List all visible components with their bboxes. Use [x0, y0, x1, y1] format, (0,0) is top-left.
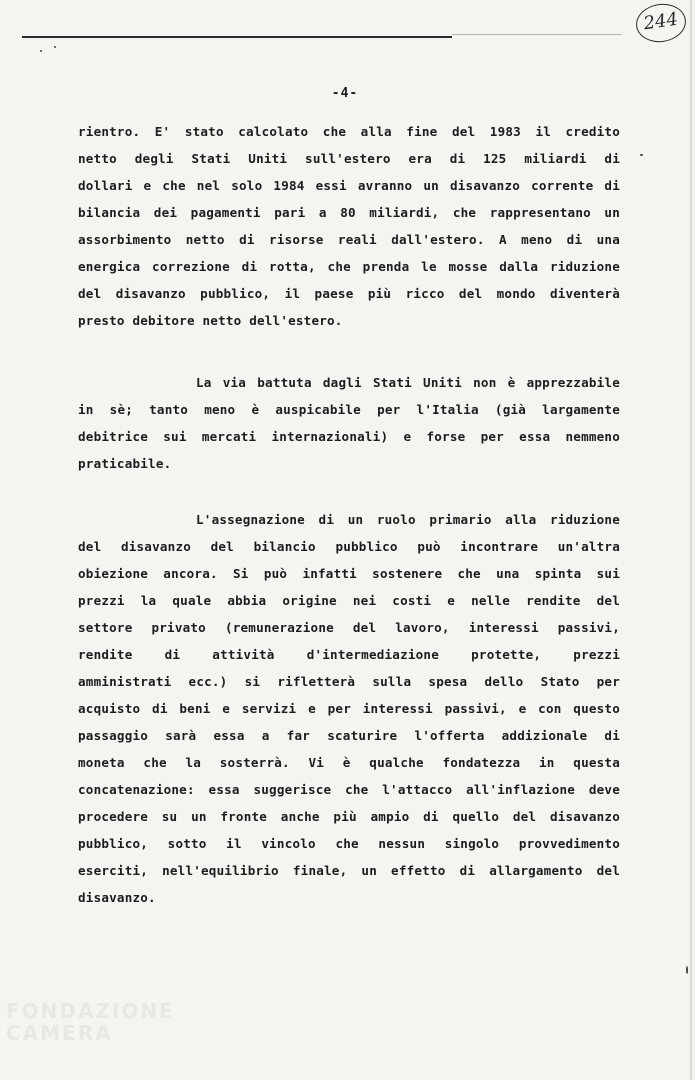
- text-line: settore privato (remunerazione del lavoro, interessi passivi,: [78, 620, 620, 635]
- text-line: debitrice sui mercati internazionali) e forse per essa nemmeno: [78, 429, 620, 444]
- text-line: dollari e che nel solo 1984 essi avranno un disavanzo corrente di: [78, 178, 620, 193]
- text-line: rendite di attività d'intermediazione protette, prezzi: [78, 647, 620, 662]
- text-line: disavanzo.: [78, 890, 156, 905]
- scan-speck: [686, 966, 688, 974]
- text-line: bilancia dei pagamenti pari a 80 miliardi, che rappresentano un: [78, 205, 620, 220]
- text-line: netto degli Stati Uniti sull'estero era di 125 miliardi di: [78, 151, 620, 166]
- text-line: procedere su un fronte anche più ampio di quello del disavanzo: [78, 809, 620, 824]
- text-line: moneta che la sosterrà. Vi è qualche fondatezza in questa: [78, 755, 620, 770]
- text-line: concatenazione: essa suggerisce che l'attacco all'inflazione deve: [78, 782, 620, 797]
- header-rule-faint: [452, 34, 622, 35]
- text-line: pubblico, sotto il vincolo che nessun singolo provvedimento: [78, 836, 620, 851]
- text-line: assorbimento netto di risorse reali dall'estero. A meno di una: [78, 232, 620, 247]
- text-line: La via battuta dagli Stati Uniti non è apprezzabile: [196, 375, 620, 390]
- text-line: eserciti, nell'equilibrio finale, un effetto di allargamento del: [78, 863, 620, 878]
- text-line: praticabile.: [78, 456, 172, 471]
- scan-speck: [40, 50, 42, 52]
- text-line: presto debitore netto dell'estero.: [78, 313, 343, 328]
- text-line: amministrati ecc.) si rifletterà sulla spesa dello Stato per: [78, 674, 620, 689]
- archive-number: 244: [642, 8, 680, 35]
- text-line: L'assegnazione di un ruolo primario alla riduzione: [196, 512, 620, 527]
- watermark-line: FONDAZIONE: [6, 999, 175, 1023]
- scan-speck: [640, 154, 643, 156]
- page-number: -4-: [331, 86, 359, 101]
- header-rule: [22, 36, 452, 38]
- scan-edge: [690, 0, 692, 1080]
- text-line: del disavanzo pubblico, il paese più ricco del mondo diventerà: [78, 286, 620, 301]
- text-line: rientro. E' stato calcolato che alla fine del 1983 il credito: [78, 124, 620, 139]
- text-line: energica correzione di rotta, che prenda le mosse dalla riduzione: [78, 259, 620, 274]
- text-line: obiezione ancora. Si può infatti sostenere che una spinta sui: [78, 566, 620, 581]
- archive-number-stamp: [634, 1, 689, 46]
- text-line: acquisto di beni e servizi e per interessi passivi, e con questo: [78, 701, 620, 716]
- watermark-line: CAMERA: [6, 1021, 113, 1045]
- text-line: in sè; tanto meno è auspicabile per l'Italia (già largamente: [78, 402, 620, 417]
- text-line: prezzi la quale abbia origine nei costi e nelle rendite del: [78, 593, 620, 608]
- scan-speck: [54, 46, 56, 48]
- archive-watermark: [6, 1000, 196, 1044]
- text-line: del disavanzo del bilancio pubblico può incontrare un'altra: [78, 539, 620, 554]
- text-line: passaggio sarà essa a far scaturire l'offerta addizionale di: [78, 728, 620, 743]
